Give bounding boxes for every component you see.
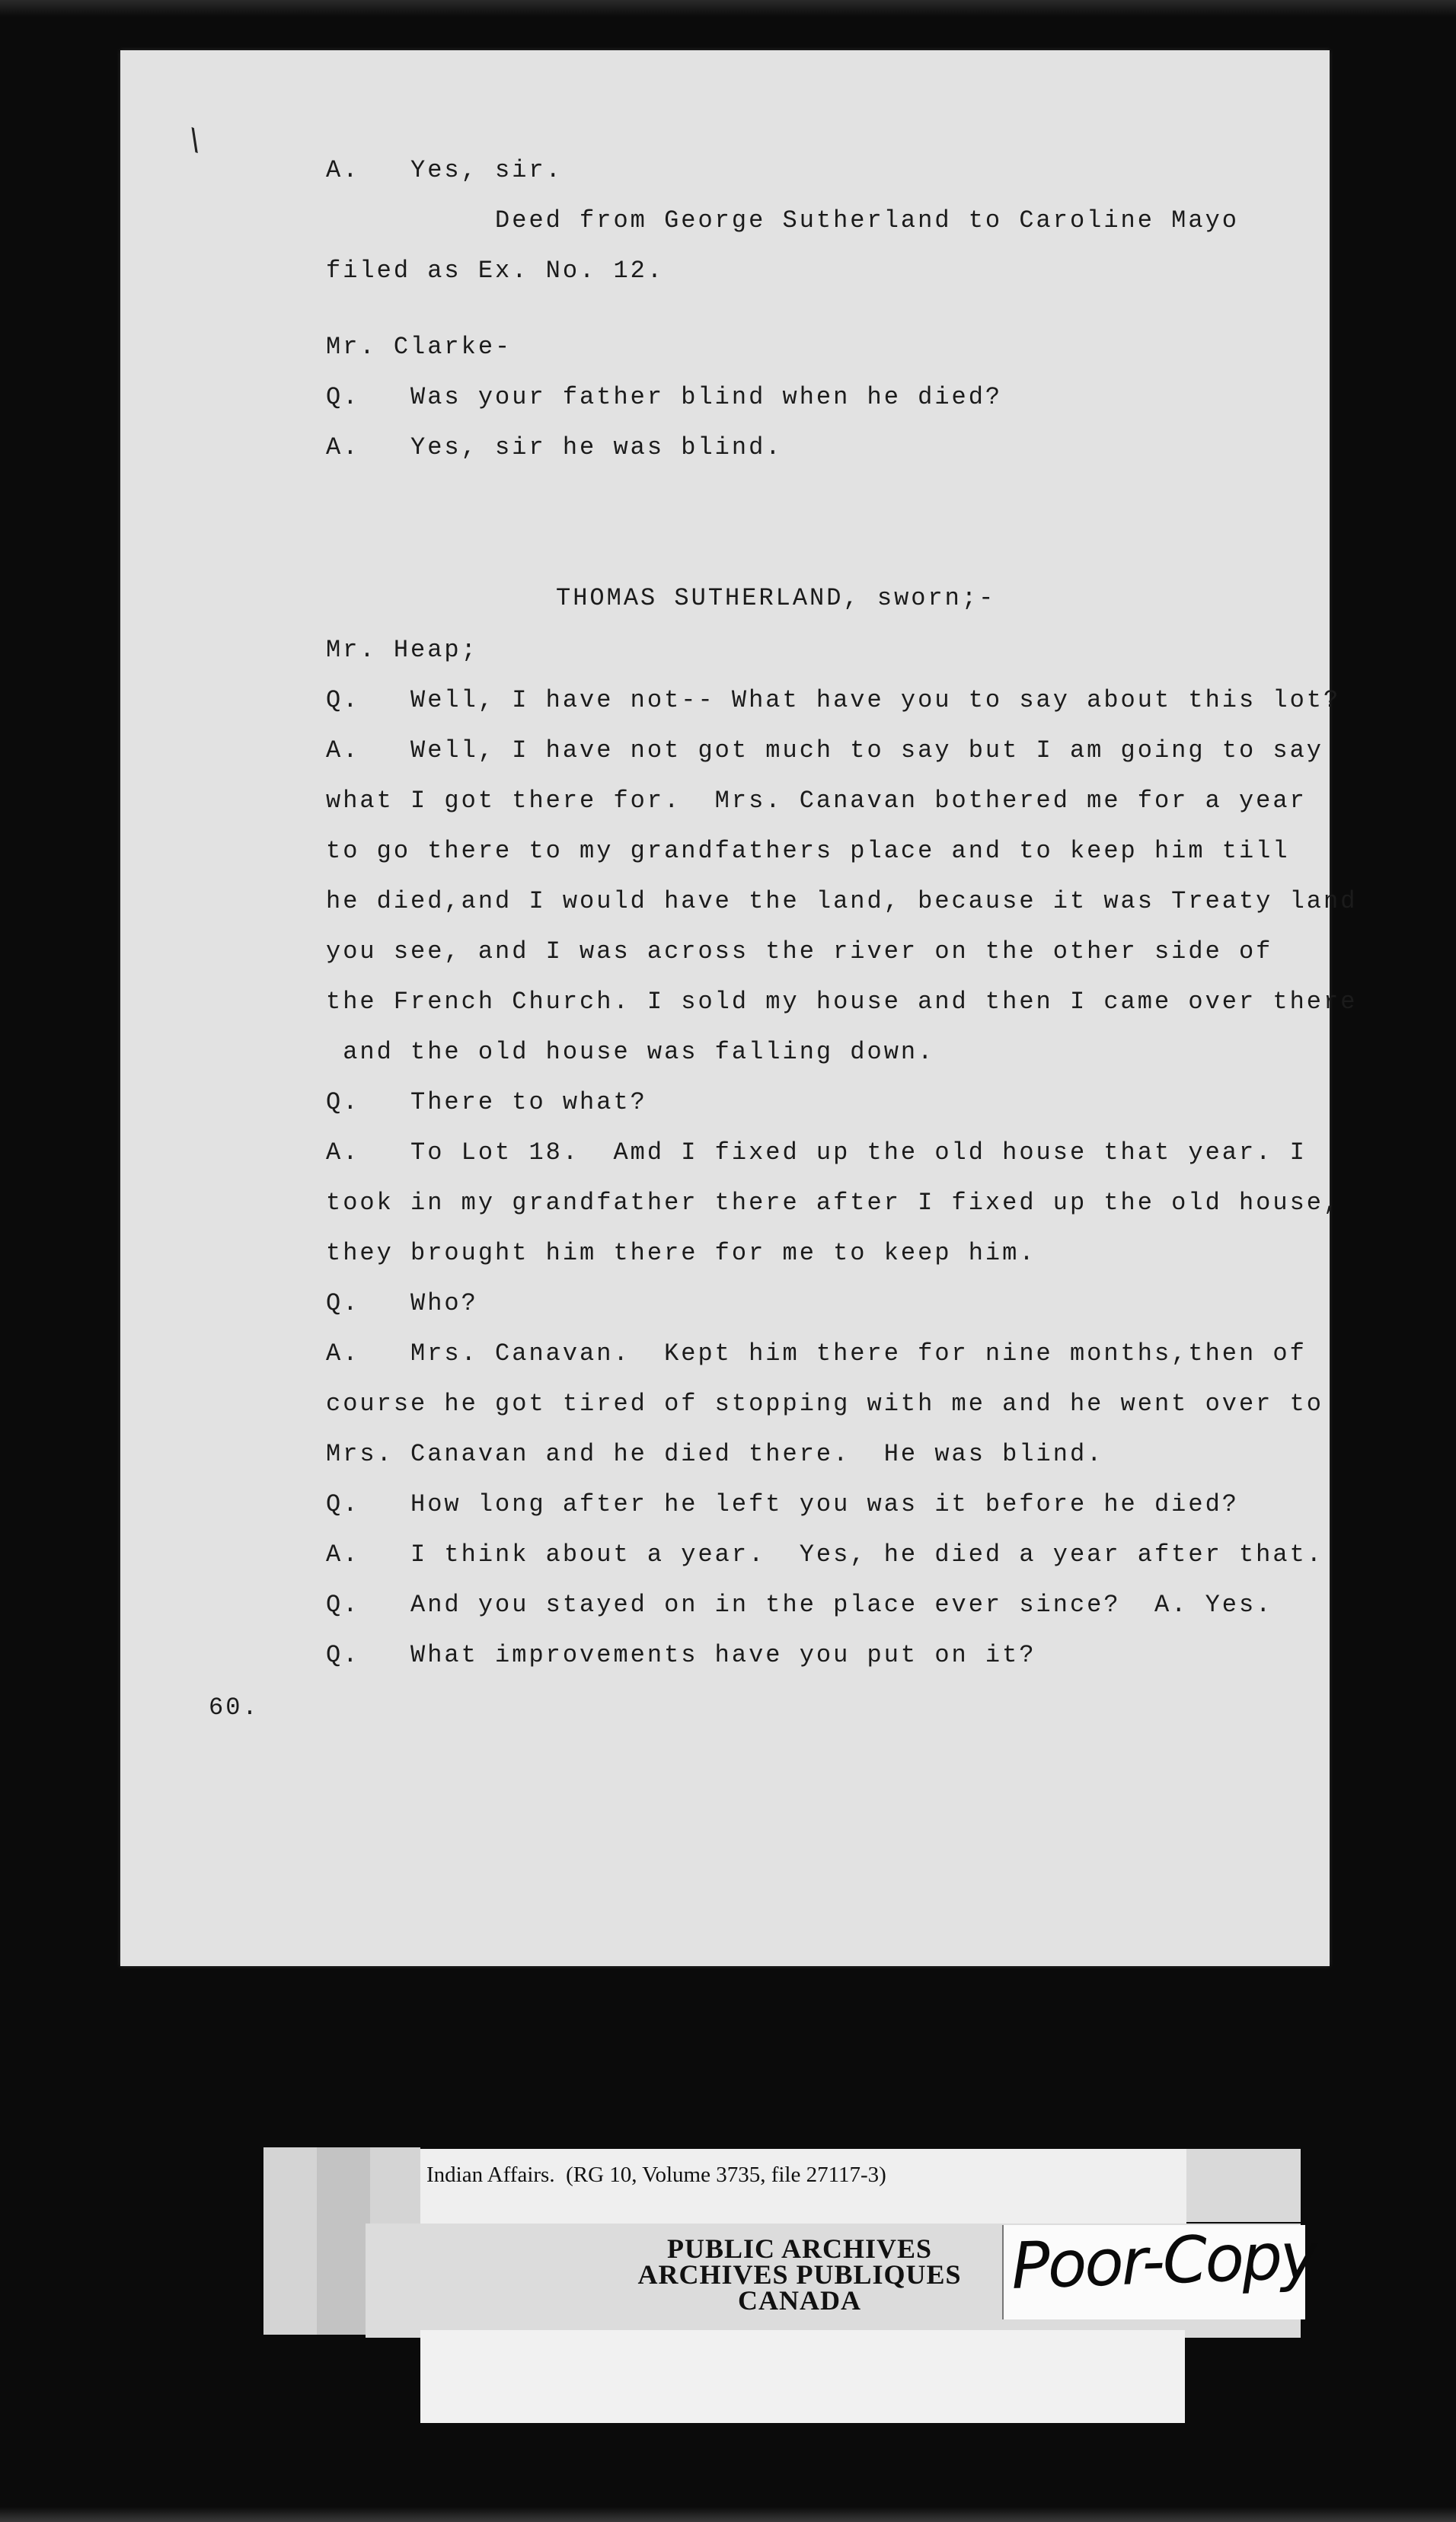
archives-line-2: ARCHIVES PUBLIQUES bbox=[637, 2259, 962, 2290]
text-line: to go there to my grandfathers place and to keep him till bbox=[326, 837, 1290, 865]
text-line: A. Yes, sir he was blind. bbox=[326, 433, 783, 461]
label-strip-right bbox=[1186, 2149, 1301, 2222]
text-line: A. To Lot 18. Amd I fixed up the old house that year. I bbox=[326, 1138, 1307, 1167]
archives-line-3: CANADA bbox=[738, 2285, 861, 2316]
text-line: A. Mrs. Canavan. Kept him there for nine months,then of bbox=[326, 1339, 1307, 1368]
text-line: Deed from George Sutherland to Caroline Mayo bbox=[326, 206, 1239, 235]
text-line: Mrs. Canavan and he died there. He was blind. bbox=[326, 1440, 1104, 1468]
text-line: Q. Was your father blind when he died? bbox=[326, 383, 1003, 411]
text-line: A. Yes, sir. bbox=[326, 156, 563, 184]
text-line: A. Well, I have not got much to say but I am going to say bbox=[326, 736, 1323, 765]
text-line: Mr. Heap; bbox=[326, 636, 478, 664]
text-line: Q. Who? bbox=[326, 1289, 478, 1317]
archive-reference: Indian Affairs. (RG 10, Volume 3735, file 27117-3) bbox=[426, 2163, 886, 2187]
scan-edge-bottom bbox=[0, 2507, 1456, 2522]
poor-copy-stamp: Poor-Copy bbox=[1010, 2218, 1317, 2303]
text-line: he died,and I would have the land, because it was Treaty land bbox=[326, 887, 1358, 915]
text-line: and the old house was falling down. bbox=[326, 1038, 935, 1066]
text-line: Q. There to what? bbox=[326, 1088, 647, 1116]
text-line: A. I think about a year. Yes, he died a year after that. bbox=[326, 1540, 1323, 1569]
text-line: you see, and I was across the river on the other side of bbox=[326, 937, 1273, 966]
text-line: course he got tired of stopping with me and he went over to bbox=[326, 1390, 1323, 1418]
text-line: what I got there for. Mrs. Canavan bothered me for a year bbox=[326, 787, 1307, 815]
text-line: they brought him there for me to keep him. bbox=[326, 1239, 1036, 1267]
corner-mark: \ bbox=[179, 124, 208, 163]
text-line: Mr. Clarke- bbox=[326, 333, 512, 361]
archives-stamp-text bbox=[594, 2233, 1005, 2316]
page-number: 60. bbox=[209, 1694, 260, 1722]
label-strip-lower bbox=[420, 2330, 1185, 2423]
text-line: took in my grandfather there after I fixed up the old house, bbox=[326, 1189, 1341, 1217]
archives-line-1: PUBLIC ARCHIVES bbox=[666, 2233, 933, 2264]
witness-heading: THOMAS SUTHERLAND, sworn;- bbox=[556, 584, 996, 612]
text-line: Q. And you stayed on in the place ever since? A. Yes. bbox=[326, 1591, 1273, 1619]
text-line: Q. What improvements have you put on it? bbox=[326, 1641, 1036, 1669]
text-line: filed as Ex. No. 12. bbox=[326, 257, 665, 285]
text-line: Q. Well, I have not-- What have you to say about this lot? bbox=[326, 686, 1341, 714]
scan-edge-top bbox=[0, 0, 1456, 17]
text-line: the French Church. I sold my house and then I came over there bbox=[326, 988, 1358, 1016]
text-line: Q. How long after he left you was it before he died? bbox=[326, 1490, 1239, 1518]
